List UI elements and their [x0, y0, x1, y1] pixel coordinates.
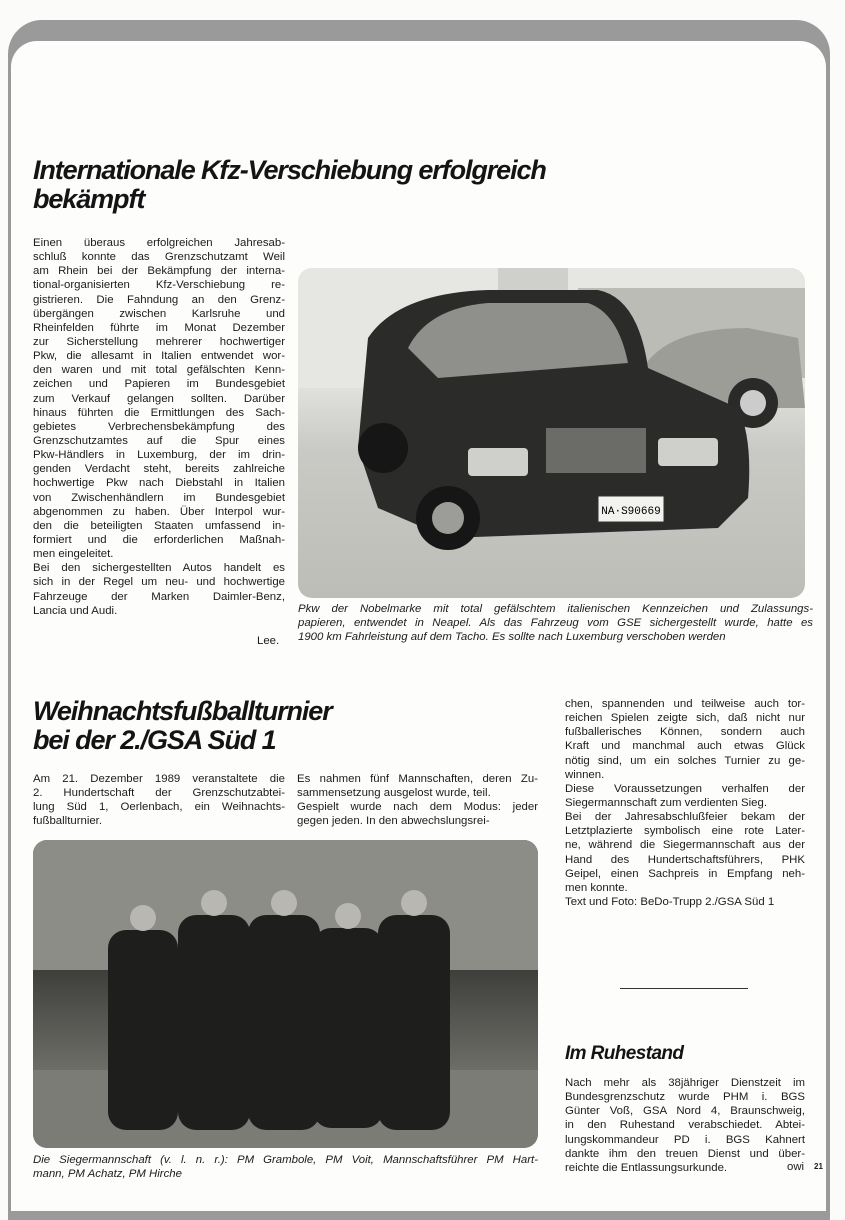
- text-line: den waren und mit total gefälschten Kenn-: [33, 364, 285, 377]
- text-line: Geipel, einen Sachpreis in Empfang neh-: [565, 867, 805, 880]
- text-line: hinaus führten die Ermittlungen des Sach-: [33, 406, 285, 419]
- text-line: Kraft und manchmal auch etwas Glück: [565, 740, 805, 753]
- text-line: Bei der Jahresabschlußfeier bekam der: [565, 811, 805, 824]
- text-line: Bei den sichergestellten Autos handelt es: [33, 562, 285, 575]
- text-line: men konnte.: [565, 881, 628, 894]
- article2-headline: [33, 697, 332, 755]
- license-plate: NA·S90669: [601, 506, 661, 518]
- text-line: dankte ihm den treuen Dienst und über-: [565, 1147, 805, 1160]
- article1-headline: [33, 156, 546, 214]
- text-line: chen, spannenden und teilweise auch tor-: [565, 698, 805, 710]
- page-number: 21: [814, 1162, 823, 1171]
- text-line: lungskommandeur PD i. BGS Kahnert: [565, 1133, 805, 1146]
- car-photo: [298, 268, 805, 598]
- team-photo-caption: [33, 1153, 538, 1181]
- article1-signature: Lee.: [257, 635, 280, 647]
- text-line: ne, während die Siegermannschaft aus der: [565, 839, 805, 852]
- text-line: zur Sicherstellung mehrerer hochwertiger: [33, 335, 285, 348]
- text-line: Bundesgrenzschutz wurde PHM i. BGS: [565, 1091, 805, 1104]
- car-photo-caption: [298, 602, 813, 644]
- text-line: Pkw-Händlers in Luxemburg, der im drin-: [33, 449, 285, 462]
- text-line: Es nahmen fünf Mannschaften, deren Zu-: [297, 773, 538, 785]
- text-line: Fahrzeuge der Marken Daimler-Benz,: [33, 590, 285, 603]
- text-line: Nach mehr als 38jähriger Dienstzeit im: [565, 1077, 805, 1089]
- text-line: men eingeleitet.: [33, 548, 114, 561]
- caption-line: mann, PM Achatz, PM Hirche: [33, 1168, 182, 1181]
- text-line: 2. Hundertschaft der Grenzschutzabtei-: [33, 787, 285, 800]
- article3-body: [565, 1076, 805, 1175]
- headline-line: Weihnachtsfußballturnier: [33, 696, 332, 726]
- headline-line: Internationale Kfz-Verschiebung erfolgreich: [33, 155, 546, 185]
- team-illustration: [33, 840, 538, 1148]
- text-line: genden Verdacht steht, bereits zahlreiche: [33, 463, 285, 476]
- text-line: zeichen und Papieren im Bundesgebiet: [33, 378, 285, 391]
- text-line: Lancia und Audi.: [33, 604, 118, 617]
- text-line: übergängen zwischen Karlsruhe und: [33, 307, 285, 320]
- text-line: Siegermannschaft zum verdienten Sieg.: [565, 796, 767, 809]
- article2-column-2: [297, 772, 538, 829]
- text-line: den die beteiligten Staaten umfassend in-: [33, 519, 285, 532]
- text-line: reichte die Entlassungsurkunde.: [565, 1161, 728, 1174]
- text-line: am Rhein bei der Bekämpfung der interna-: [33, 265, 285, 278]
- article2-column-3: [565, 697, 805, 909]
- text-line: schluß konnte das Grenzschutzamt Weil: [33, 251, 285, 264]
- text-line: Am 21. Dezember 1989 veranstaltete die: [33, 773, 285, 785]
- text-line: tional-organisierten Kfz-Verschiebung re-: [33, 279, 285, 292]
- caption-line: 1900 km Fahrleistung auf dem Tacho. Es sollte nach Luxemburg verschoben werden: [298, 631, 726, 644]
- text-line: in den Ruhestand verabschiedet. Abtei-: [565, 1119, 805, 1132]
- text-line: Grenzschutzamtes auf die Spur eines: [33, 434, 285, 447]
- text-line: Text und Foto: BeDo-Trupp 2./GSA Süd 1: [565, 895, 775, 908]
- section-divider: [620, 988, 748, 989]
- team-photo: [33, 840, 538, 1148]
- text-line: zum Verkauf gelangen sollten. Darüber: [33, 392, 285, 405]
- caption-line: Die Siegermannschaft (v. l. n. r.): PM Grambole, PM Voit, Mannschaftsführer PM Hart-: [33, 1154, 538, 1166]
- text-line: hochwertige Pkw nach Diebstahl in Italien: [33, 477, 285, 490]
- text-line: Pkw, die allesamt in Italien entwendet wor-: [33, 350, 285, 363]
- article1-body: [33, 236, 285, 618]
- text-line: reichen Spielen zeigte sich, daß nicht nur: [565, 712, 805, 725]
- caption-line: Pkw der Nobelmarke mit total gefälschtem italienischen Kennzeichen und Zulassungs-: [298, 603, 813, 615]
- headline-line: bekämpft: [33, 184, 145, 215]
- text-line: gegen jeden. In den abwechslungsrei-: [297, 815, 490, 828]
- text-line: abgenommen zu haben. Über Interpol wur-: [33, 505, 285, 518]
- text-line: winnen.: [565, 768, 605, 781]
- car-illustration: [298, 268, 805, 598]
- text-line: Gespielt wurde nach dem Modus: jeder: [297, 801, 538, 814]
- caption-line: papieren, entwendet in Neapel. Als das Fahrzeug vom GSE sichergestellt wurde, hatte es: [298, 617, 813, 630]
- text-line: Einen überaus erfolgreichen Jahresab-: [33, 237, 285, 249]
- headline-line: bei der 2./GSA Süd 1: [33, 725, 276, 756]
- text-line: gistrieren. Die Fahndung an den Grenz-: [33, 293, 285, 306]
- text-line: formiert und die erforderlichen Maßnah-: [33, 533, 285, 546]
- article3-signature: owi: [787, 1161, 805, 1173]
- text-line: Günter Voß, GSA Nord 4, Braunschweig,: [565, 1105, 805, 1118]
- text-line: Rheinfelden führte im Monat Dezember: [33, 321, 285, 334]
- text-line: Diese Voraussetzungen verhalfen der: [565, 782, 805, 795]
- text-line: sich in der Regel um neu- und hochwertige: [33, 576, 285, 589]
- text-line: fußballerisches Können, sondern auch: [565, 726, 805, 739]
- text-line: nötig sind, um ein solches Turnier zu ge-: [565, 754, 805, 767]
- article3-headline: Im Ruhestand: [565, 1043, 684, 1064]
- text-line: lung Süd 1, Oerlenbach, ein Weihnachts-: [33, 801, 285, 814]
- text-line: fußballturnier.: [33, 815, 103, 828]
- text-line: Letztplazierte symbolisch eine rote Later-: [565, 825, 805, 838]
- text-line: von Zwischenhändlern im Bundesgebiet: [33, 491, 285, 504]
- text-line: sammensetzung ausgelost wurde, teil.: [297, 787, 491, 800]
- article2-column-1: [33, 772, 285, 829]
- text-line: Hand des Hundertschaftsführers, PHK: [565, 853, 805, 866]
- text-line: gebietes Verbrechensbekämpfung des: [33, 420, 285, 433]
